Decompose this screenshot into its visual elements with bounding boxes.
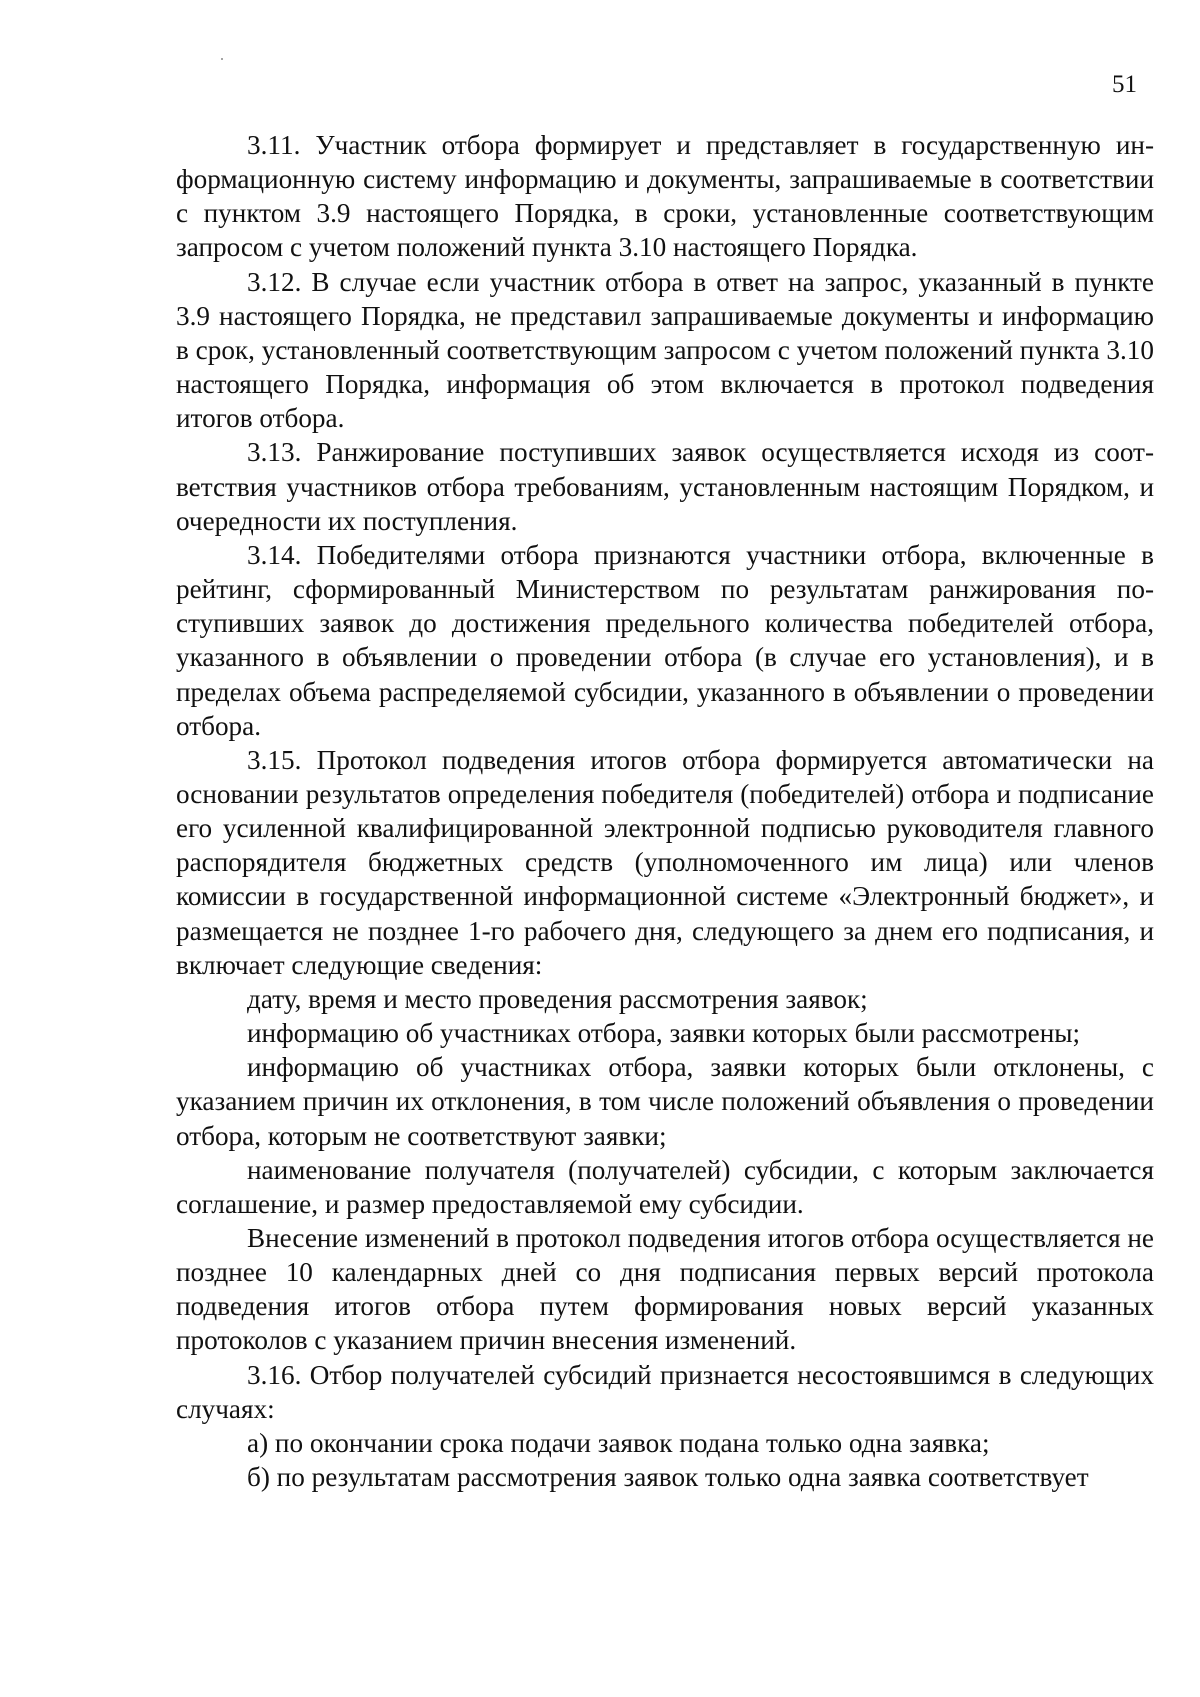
paragraph-3-14: 3.14. Победителями отбора признаются участники отбора, включенные в рейтинг, сформированный Министерством по результатам ранжирования поступивших заявок до достижения предельного количества победителей отбора, указанного в объявлении о проведении отбора (в случае его установления), и в пределах объема распределяемой субсидии, указанного в объявлении о проведении отбора. xyxy=(176,539,1154,741)
paragraph-protocol-changes: Внесение изменений в протокол подведения итогов отбора осуществляется не позднее 10 календарных дней со дня подписания первых версий протокола подведения итогов отбора путем формирования новых версий указанных протоколов с указанием причин внесения изменений. xyxy=(176,1223,1154,1356)
scan-speck xyxy=(221,58,223,60)
list-item-rejected-participants: информацию об участниках отбора, заявки которых были отклонены, с указанием причин их отклонения, в том числе положений объявления о проведении отбора, которым не соответствуют заявки; xyxy=(176,1052,1154,1151)
list-item-a: а) по окончании срока подачи заявок подана только одна заявка; xyxy=(247,1427,990,1458)
list-item-recipient-name: наименование получателя (получателей) субсидии, с которым заключается соглашение, и размер предоставляемой ему субсидии. xyxy=(176,1154,1154,1219)
list-item-reviewed-participants: информацию об участниках отбора, заявки которых были рассмотрены; xyxy=(247,1018,1081,1049)
list-item-b: б) по результатам рассмотрения заявок только одна заявка соответствует xyxy=(247,1462,1089,1493)
list-item-review-date: дату, время и место проведения рассмотрения заявок; xyxy=(247,983,868,1014)
paragraph-3-13: 3.13. Ранжирование поступивших заявок осуществляется исходя из соответствия участников отбора требованиям, установленным настоящим Порядком, и очередности их поступления. xyxy=(176,437,1154,536)
paragraph-3-15: 3.15. Протокол подведения итогов отбора формируется автоматически на основании результатов определения победителя (победителей) отбора и подписание его усиленной квалифицированной электронной подписью руководителя главного распорядителя бюджетных средств (уполномоченного им лица) или членов комиссии в государственной информационной системе «Электронный бюджет», и размещается не позднее 1-го рабочего дня, следующего за днем его подписания, и включает следующие сведения: xyxy=(176,744,1154,980)
document-body xyxy=(176,128,1154,1494)
paragraph-3-11: 3.11. Участник отбора формирует и представляет в государственную информационную систему информацию и документы, запрашиваемые в соответствии с пунктом 3.9 настоящего Порядка, в сроки, установленные соответствующим запросом с учетом положений пункта 3.10 настоящего Порядка. xyxy=(176,130,1154,263)
page-number: 51 xyxy=(1112,71,1137,98)
paragraph-3-12: 3.12. В случае если участник отбора в ответ на запрос, указанный в пункте 3.9 настоящего Порядка, не представил запрашиваемые документы и информацию в срок, установленный соответствующим запросом с учетом положений пункта 3.10 настоящего Порядка, информация об этом включается в протокол подведения итогов отбора. xyxy=(176,266,1154,434)
paragraph-3-16: 3.16. Отбор получателей субсидий признается несостоявшимся в следующих случаях: xyxy=(176,1359,1154,1424)
